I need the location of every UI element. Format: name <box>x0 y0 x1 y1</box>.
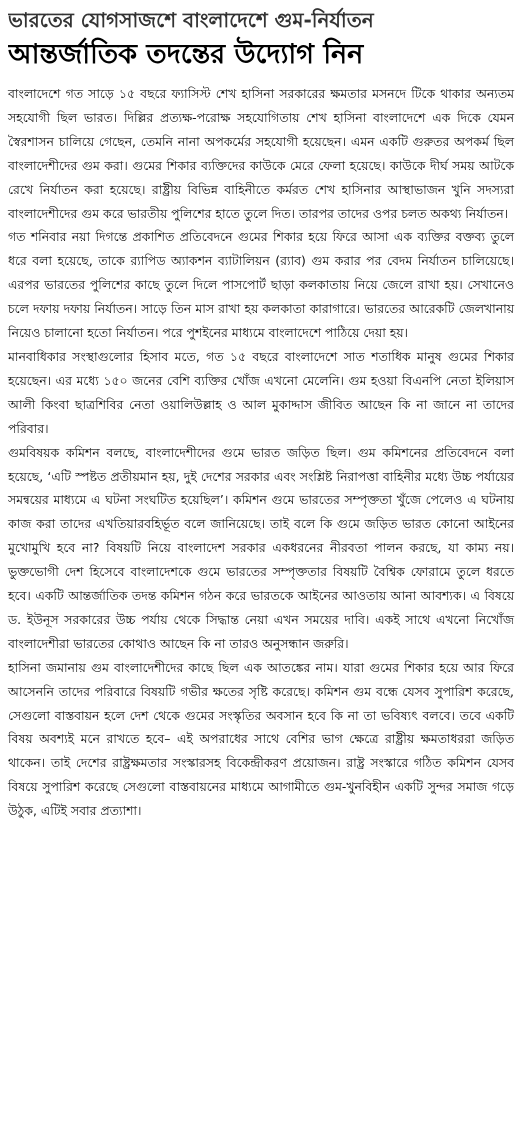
kicker-title: ভারতের যোগসাজশে বাংলাদেশে গুম-নির্যাতন <box>8 8 374 32</box>
article-body <box>0 82 522 823</box>
page-title: আন্তর্জাতিক তদন্তের উদ্যোগ নিন <box>8 39 364 70</box>
paragraph-5: হাসিনা জমানায় গুম বাংলাদেশীদের কাছে ছিল এক আতঙ্কের নাম। যারা গুমের শিকার হয়ে আর ফিরে আসেননি তাদের পরিবারে বিষয়টি গভীর ক্ষতের সৃষ্টি করেছে। কমিশন গুম বন্ধে যেসব সুপারিশ করেছে, সেগুলো বাস্তবায়ন হলে দেশ থেকে গুমের সংস্কৃতির অবসান হবে কি না তা ভবিষ্যৎ বলবে। তবে একটি বিষয় অবশ্যই মনে রাখতে হবে– এই অপরাধের সাথে বেশির ভাগ ক্ষেত্রে রাষ্ট্রীয় ক্ষমতাধররা জড়িত থাকেন। তাই দেশের রাষ্ট্রক্ষমতার সংস্কারসহ বিকেন্দ্রীকরণ প্রয়োজন। রাষ্ট্র সংস্কারে গঠিত কমিশন যেসব বিষয়ে সুপারিশ করেছে সেগুলো বাস্তবায়নের মাধ্যমে আগামীতে গুম-খুনবিহীন একটি সুন্দর সমাজ গড়ে উঠুক, এটিই সবার প্রত্যাশা। <box>8 659 514 819</box>
paragraph-1: বাংলাদেশে গত সাড়ে ১৫ বছরে ফ্যাসিস্ট শেখ হাসিনা সরকারের ক্ষমতার মসনদে টিকে থাকার অন্যতম সহযোগী ছিল ভারত। দিল্লির প্রত্যক্ষ-পরোক্ষ সহযোগিতায় শেখ হাসিনা বাংলাদেশে এক দিকে যেমন স্বৈরশাসন চালিয়ে গেছেন, তেমনি নানা অপকর্মের সহযোগী হয়েছেন। এমন একটি গুরুতর অপকর্ম ছিল বাংলাদেশীদের গুম করা। গুমের শিকার ব্যক্তিদের কাউকে মেরে ফেলা হয়েছে। কাউকে দীর্ঘ সময় আটকে রেখে নির্যাতন করা হয়েছে। রাষ্ট্রীয় বিভিন্ন বাহিনীতে কর্মরত শেখ হাসিনার আস্থাভাজন খুনি সদস্যরা বাংলাদেশীদের গুম করে ভারতীয় পুলিশের হাতে তুলে দিত। তারপর তাদের ওপর চলত অকথ্য নির্যাতন। <box>8 86 514 221</box>
paragraph-4: গুমবিষয়ক কমিশন বলছে, বাংলাদেশীদের গুমে ভারত জড়িত ছিল। গুম কমিশনের প্রতিবেদনে বলা হয়েছে, ‘এটি স্পষ্টত প্রতীয়মান হয়, দুই দেশের সরকার এবং সংশ্লিষ্ট নিরাপত্তা বাহিনীর মধ্যে উচ্চ পর্যায়ের সমন্বয়ের মাধ্যমে এ ঘটনা সংঘটিত হয়েছিল’। কমিশন গুমে ভারতের সম্পৃক্ততা খুঁজে পেলেও এ ঘটনায় কাজ করা তাদের এখতিয়ারবহির্ভূত বলে জানিয়েছে। তাই বলে কি গুমে জড়িত ভারত কোনো আইনের মুখোমুখি হবে না? বিষয়টি নিয়ে বাংলাদেশ সরকার একধরনের নীরবতা পালন করছে, যা কাম্য নয়। ভুক্তভোগী দেশ হিসেবে বাংলাদেশকে গুমে ভারতের সম্পৃক্ততার বিষয়টি বৈশ্বিক ফোরামে তুলে ধরতে হবে। একটি আন্তর্জাতিক তদন্ত কমিশন গঠন করে ভারতকে আইনের আওতায় আনা আবশ্যক। এ বিষয়ে ড. ইউনূস সরকারের উচ্চ পর্যায় থেকে সিদ্ধান্ত নেয়া এখন সময়ের দাবি। একই সাথে এখনো নিখোঁজ বাংলাদেশীরা ভারতের কোথাও আছেন কি না তারও অনুসন্ধান জরুরি। <box>8 444 514 651</box>
paragraph-2: গত শনিবার নয়া দিগন্তে প্রকাশিত প্রতিবেদনে গুমের শিকার হয়ে ফিরে আসা এক ব্যক্তির বক্তব্য তুলে ধরে বলা হয়েছে, তাকে র‍্যাপিড অ্যাকশন ব্যাটালিয়ন (র‍্যাব) গুম করার পর বেদম নির্যাতন চালিয়েছে। এরপর ভারতের পুলিশের কাছে তুলে দিলে পাসপোর্ট ছাড়া কলকাতায় নিয়ে জেলে রাখা হয়। সেখানেও চলে দফায় দফায় নির্যাতন। সাড়ে তিন মাস রাখা হয় কলকাতা কারাগারে। ভারতের আরেকটি জেলখানায় নিয়েও চালানো হতো নির্যাতন। পরে পুশইনের মাধ্যমে বাংলাদেশে পাঠিয়ে দেয়া হয়। <box>8 229 514 341</box>
headline-block <box>0 0 522 76</box>
paragraph-3: মানবাধিকার সংস্থাগুলোর হিসাব মতে, গত ১৫ বছরে বাংলাদেশে সাত শতাধিক মানুষ গুমের শিকার হয়েছেন। এর মধ্যে ১৫০ জনের বেশি ব্যক্তির খোঁজ এখনো মেলেনি। গুম হওয়া বিএনপি নেতা ইলিয়াস আলী কিংবা ছাত্রশিবির নেতা ওয়ালিউল্লাহ ও আল মুকাদ্দাস জীবিত আছেন কি না জানে না তাদের পরিবার। <box>8 348 514 436</box>
